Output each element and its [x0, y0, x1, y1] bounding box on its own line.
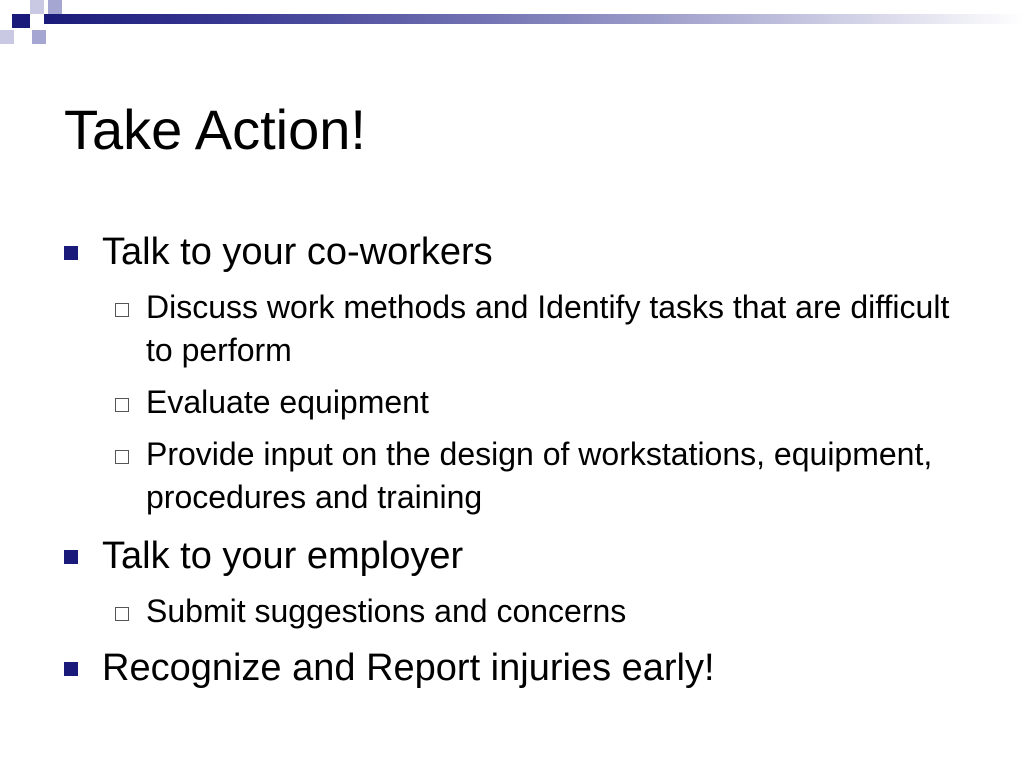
decor-square-icon — [32, 30, 46, 44]
hollow-square-bullet-icon — [115, 398, 129, 412]
filled-square-bullet-icon — [64, 662, 78, 676]
sub-bullet-text: Submit suggestions and concerns — [146, 593, 627, 629]
bullet-text: Talk to your employer — [102, 535, 464, 577]
decor-square-icon — [0, 30, 14, 44]
header-decoration — [0, 0, 1024, 60]
bullet-text: Talk to your co-workers — [102, 231, 493, 273]
hollow-square-bullet-icon — [115, 450, 129, 464]
bullet-text: Recognize and Report injuries early! — [102, 647, 715, 689]
header-gradient-bar — [44, 14, 1024, 24]
sub-bullet-text: Provide input on the design of workstations, equipment, procedures and training — [146, 436, 933, 515]
filled-square-bullet-icon — [64, 550, 78, 564]
hollow-square-bullet-icon — [115, 303, 129, 317]
decor-square-icon — [12, 14, 30, 28]
sub-bullet-text: Discuss work methods and Identify tasks that are difficult to perform — [146, 289, 950, 368]
sub-bullet-text: Evaluate equipment — [146, 384, 429, 420]
slide-title: Take Action! — [64, 98, 366, 161]
hollow-square-bullet-icon — [115, 607, 129, 621]
decor-square-icon — [30, 0, 44, 14]
filled-square-bullet-icon — [64, 246, 78, 260]
decor-square-icon — [48, 0, 62, 14]
